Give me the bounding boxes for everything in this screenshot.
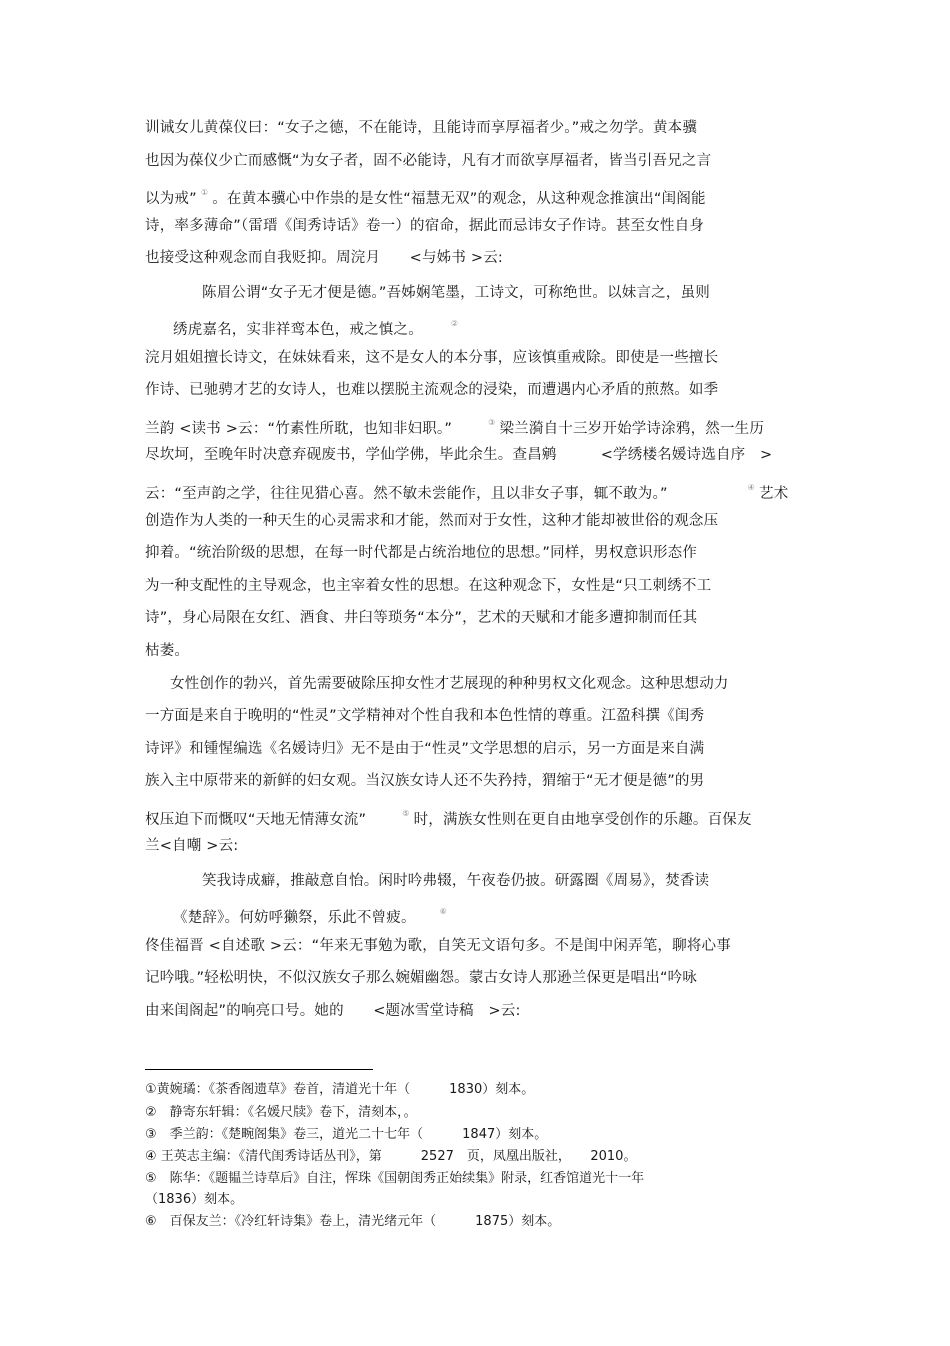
body-line: 兰<自嘲 >云: — [145, 838, 239, 854]
body-line: 以为戒” ① 。在黄本骥心中作祟的是女性“福慧无双”的观念，从这种观念推演出“闺阁能 — [145, 188, 706, 207]
footnote-divider — [145, 1069, 373, 1070]
body-line: 权压迫下而慨叹“天地无情薄女流” ⑤ 时，满族女性则在更自由地享受创作的乐趣。百保友 — [145, 809, 752, 828]
body-line: 尽坎坷，至晚年时决意弃砚废书，学仙学佛，毕此余生。查昌鹓 <学绣楼名媛诗选自序 > — [145, 447, 773, 463]
footnote-mark: ⑤ — [402, 809, 410, 818]
footnote-mark: ④ — [747, 483, 756, 492]
footnote: （1836）刻本。 — [145, 1192, 244, 1207]
body-line: 作诗、已驰骋才艺的女诗人，也难以摆脱主流观念的浸染，而遭遇内心矛盾的煎熬。如季 — [145, 382, 719, 398]
footnote: ② 静寄东轩辑：《名媛尺牍》卷下，清刻本，。 — [145, 1105, 417, 1120]
block-quote-line: 笑我诗成癖，推敲意自怡。闲时吟弗辍，午夜卷仍披。研露圈《周易》，焚香读 — [202, 873, 710, 889]
body-line: 诗”，身心局限在女红、酒食、井臼等琐务“本分”，艺术的天赋和才能多遭抑制而任其 — [145, 610, 698, 626]
body-line: 一方面是来自于晚明的“性灵”文学精神对个性自我和本色性情的尊重。江盈科撰《闺秀 — [145, 708, 705, 724]
body-line: 枯萎。 — [145, 643, 190, 659]
body-line: 为一种支配性的主导观念，也主宰着女性的思想。在这种观念下，女性是“只工刺绣不工 — [145, 578, 712, 594]
body-line: 由来闺阁起”的响亮口号。她的 <题冰雪堂诗稿 >云: — [145, 1003, 521, 1019]
footnote-mark: ③ — [488, 418, 496, 427]
block-quote-line: 绣虎嘉名，实非祥鸾本色，戒之慎之。 ② — [173, 319, 459, 338]
footnote: ①黄婉璚：《茶香阁遗草》卷首，清道光十年（ 1830）刻本。 — [145, 1082, 535, 1097]
footnote: ③ 季兰韵：《楚畹阁集》卷三，道光二十七年（ 1847）刻本。 — [145, 1127, 548, 1142]
body-line: 族入主中原带来的新鲜的妇女观。当汉族女诗人还不失矜持，猬缩于“无才便是德”的男 — [145, 773, 705, 789]
body-line: 女性创作的勃兴，首先需要破除压抑女性才艺展现的种种男权文化观念。这种思想动力 — [170, 676, 729, 692]
body-line: 训诫女儿黄葆仪曰：“女子之德，不在能诗，且能诗而享厚福者少。”戒之勿学。黄本骥 — [145, 120, 698, 136]
body-line: 记吟哦。”轻松明快，不似汉族女子那么婉媚幽怨。蒙古女诗人那逊兰保更是唱出“吟咏 — [145, 970, 698, 986]
block-quote-line: 《楚辞》。何妨呼獭祭，乐此不曾疲。 ⑥ — [173, 907, 448, 926]
body-line: 也接受这种观念而自我贬抑。周浣月 <与姊书 >云: — [145, 250, 503, 266]
body-line: 诗，率多薄命”（雷瑨《闺秀诗话》卷一）的宿命，据此而忌讳女子作诗。甚至女性自身 — [145, 218, 705, 234]
body-line: 诗评》和锺惺编选《名媛诗归》无不是由于“性灵”文学思想的启示，另一方面是来自满 — [145, 741, 705, 757]
footnote: ④ 王英志主编：《清代闺秀诗话丛刊》，第 2527 页，凤凰出版社， 2010。 — [145, 1149, 637, 1164]
body-line: 浣月姐姐擅长诗文，在妹妹看来，这不是女人的本分事，应该慎重戒除。即使是一些擅长 — [145, 350, 719, 366]
footnote: ⑤ 陈华：《题韫兰诗草后》自注，恽珠《国朝闺秀正始续集》附录，红香馆道光十一年 — [145, 1171, 645, 1186]
body-line: 也因为葆仪少亡而感慨“为女子者，固不必能诗，凡有才而欲享厚福者，皆当引吾兄之言 — [145, 153, 712, 169]
body-line: 佟佳福晋 <自述歌 >云：“年来无事勉为歌，自笑无文语句多。不是闺中闲弄笔，聊将心事 — [145, 938, 731, 954]
body-line: 抑着。“统治阶级的思想，在每一时代都是占统治地位的思想。”同样，男权意识形态作 — [145, 545, 698, 561]
body-line: 兰韵 <读书 >云：“竹素性所耽，也知非妇职。” ③ 梁兰漪自十三岁开始学诗涂鸦，然一生历 — [145, 418, 765, 437]
body-line: 云：“至声韵之学，往往见猎心喜。然不敏未尝能作，且以非女子事，辄不敢为。” ④ 艺术 — [145, 483, 789, 502]
footnote-mark: ① — [200, 188, 209, 197]
footnote: ⑥ 百保友兰：《冷红轩诗集》卷上，清光绪元年（ 1875）刻本。 — [145, 1214, 561, 1229]
footnote-mark: ⑥ — [439, 907, 448, 916]
footnote-mark: ② — [450, 319, 459, 328]
body-line: 创造作为人类的一种天生的心灵需求和才能，然而对于女性，这种才能却被世俗的观念压 — [145, 513, 719, 529]
block-quote-line: 陈眉公谓“女子无才便是德。”吾姊娴笔墨，工诗文，可称绝世。以妹言之，虽则 — [202, 285, 710, 301]
